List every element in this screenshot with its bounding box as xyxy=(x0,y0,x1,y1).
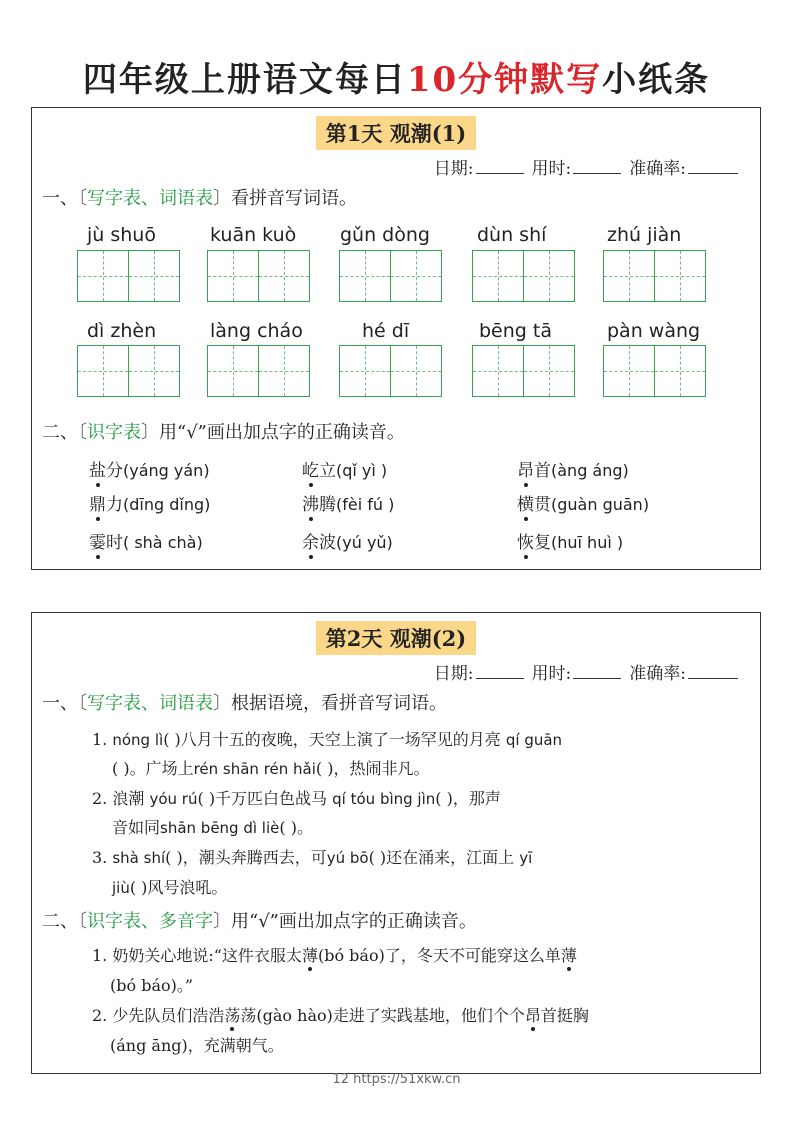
day1-heading: 第1天 观潮(1) xyxy=(32,116,760,150)
day1-card xyxy=(31,107,761,570)
pronunciation-item[interactable]: 横贯(guàn guān) xyxy=(517,495,650,515)
writing-grid[interactable] xyxy=(207,345,308,397)
question-line[interactable]: ( )。广场上rén shān rén hǎi( )，热闹非凡。 xyxy=(112,759,430,778)
date-blank[interactable] xyxy=(476,662,524,679)
writing-grid[interactable] xyxy=(472,345,573,397)
pronunciation-item[interactable]: 盐分(yáng yán) xyxy=(89,461,210,481)
question-line[interactable]: 3. shà shí( )，潮头奔腾西去，可yú bō( )还在涌来，江面上 yī xyxy=(92,848,533,867)
day1-section1-heading: 一、〔写字表、词语表〕看拼音写词语。 xyxy=(42,188,357,209)
pinyin-label: pàn wàng xyxy=(607,320,701,342)
pinyin-label: bēng tā xyxy=(479,320,552,342)
question-line[interactable]: (bó báo)。” xyxy=(110,976,194,995)
pronunciation-item[interactable]: 恢复(huī huì ) xyxy=(517,533,624,553)
day2-heading: 第2天 观潮(2) xyxy=(32,621,760,655)
pinyin-label: hé dī xyxy=(362,320,410,342)
writing-grid[interactable] xyxy=(603,345,704,397)
pronunciation-item[interactable]: 余波(yú yǔ) xyxy=(302,533,393,553)
page-title: 四年级上册语文每日10分钟默写小纸条 xyxy=(82,60,711,100)
pinyin-label: jù shuō xyxy=(87,224,156,246)
day1-meta: 日期: 用时: 准确率: xyxy=(434,154,746,179)
pinyin-label: zhú jiàn xyxy=(607,224,682,246)
page-footer: 12 https://51xkw.cn xyxy=(332,1072,461,1087)
pronunciation-item[interactable]: 沸腾(fèi fú ) xyxy=(302,495,395,515)
question-line[interactable]: 1. 奶奶关心地说:“这件衣服太薄(bó báo)了，冬天不可能穿这么单薄 xyxy=(92,946,577,965)
pinyin-label: gǔn dòng xyxy=(340,224,430,246)
pinyin-label: dì zhèn xyxy=(87,320,157,342)
question-line[interactable]: 1. nóng lì( )八月十五的夜晚，天空上演了一场罕见的月亮 qí guān xyxy=(92,730,563,749)
question-line[interactable]: 2. 浪潮 yóu rú( )千万匹白色战马 qí tóu bìng jìn( )，那声 xyxy=(92,789,501,808)
writing-grid[interactable] xyxy=(472,250,573,302)
writing-grid[interactable] xyxy=(77,345,178,397)
pronunciation-item[interactable]: 屹立(qǐ yì ) xyxy=(302,461,388,481)
accuracy-blank[interactable] xyxy=(688,157,738,174)
day2-section2-heading: 二、〔识字表、多音字〕用“√”画出加点字的正确读音。 xyxy=(42,911,477,932)
pinyin-label: dùn shí xyxy=(477,224,547,246)
day1-section2-heading: 二、〔识字表〕用“√”画出加点字的正确读音。 xyxy=(42,422,405,443)
writing-grid[interactable] xyxy=(339,345,440,397)
pinyin-label: làng cháo xyxy=(210,320,303,342)
pronunciation-item[interactable]: 鼎力(dīng dǐng) xyxy=(89,495,211,515)
question-line[interactable]: 2. 少先队员们浩浩荡荡(gào hào)走进了实践基地，他们个个昂首挺胸 xyxy=(92,1006,589,1025)
writing-grid[interactable] xyxy=(207,250,308,302)
day2-section1-heading: 一、〔写字表、词语表〕根据语境，看拼音写词语。 xyxy=(42,693,447,714)
accuracy-blank[interactable] xyxy=(688,662,738,679)
pinyin-label: kuān kuò xyxy=(210,224,297,246)
pronunciation-item[interactable]: 昂首(àng áng) xyxy=(517,461,629,481)
writing-grid[interactable] xyxy=(603,250,704,302)
question-line[interactable]: jiù( )风号浪吼。 xyxy=(112,878,228,897)
pronunciation-item[interactable]: 霎时( shà chà) xyxy=(89,533,203,553)
writing-grid[interactable] xyxy=(77,250,178,302)
day2-meta: 日期: 用时: 准确率: xyxy=(434,659,746,684)
time-blank[interactable] xyxy=(573,157,621,174)
day2-card xyxy=(31,612,761,1074)
writing-grid[interactable] xyxy=(339,250,440,302)
date-blank[interactable] xyxy=(476,157,524,174)
question-line[interactable]: (áng āng)，充满朝气。 xyxy=(110,1036,284,1055)
time-blank[interactable] xyxy=(573,662,621,679)
question-line[interactable]: 音如同shān bēng dì liè( )。 xyxy=(112,818,313,837)
